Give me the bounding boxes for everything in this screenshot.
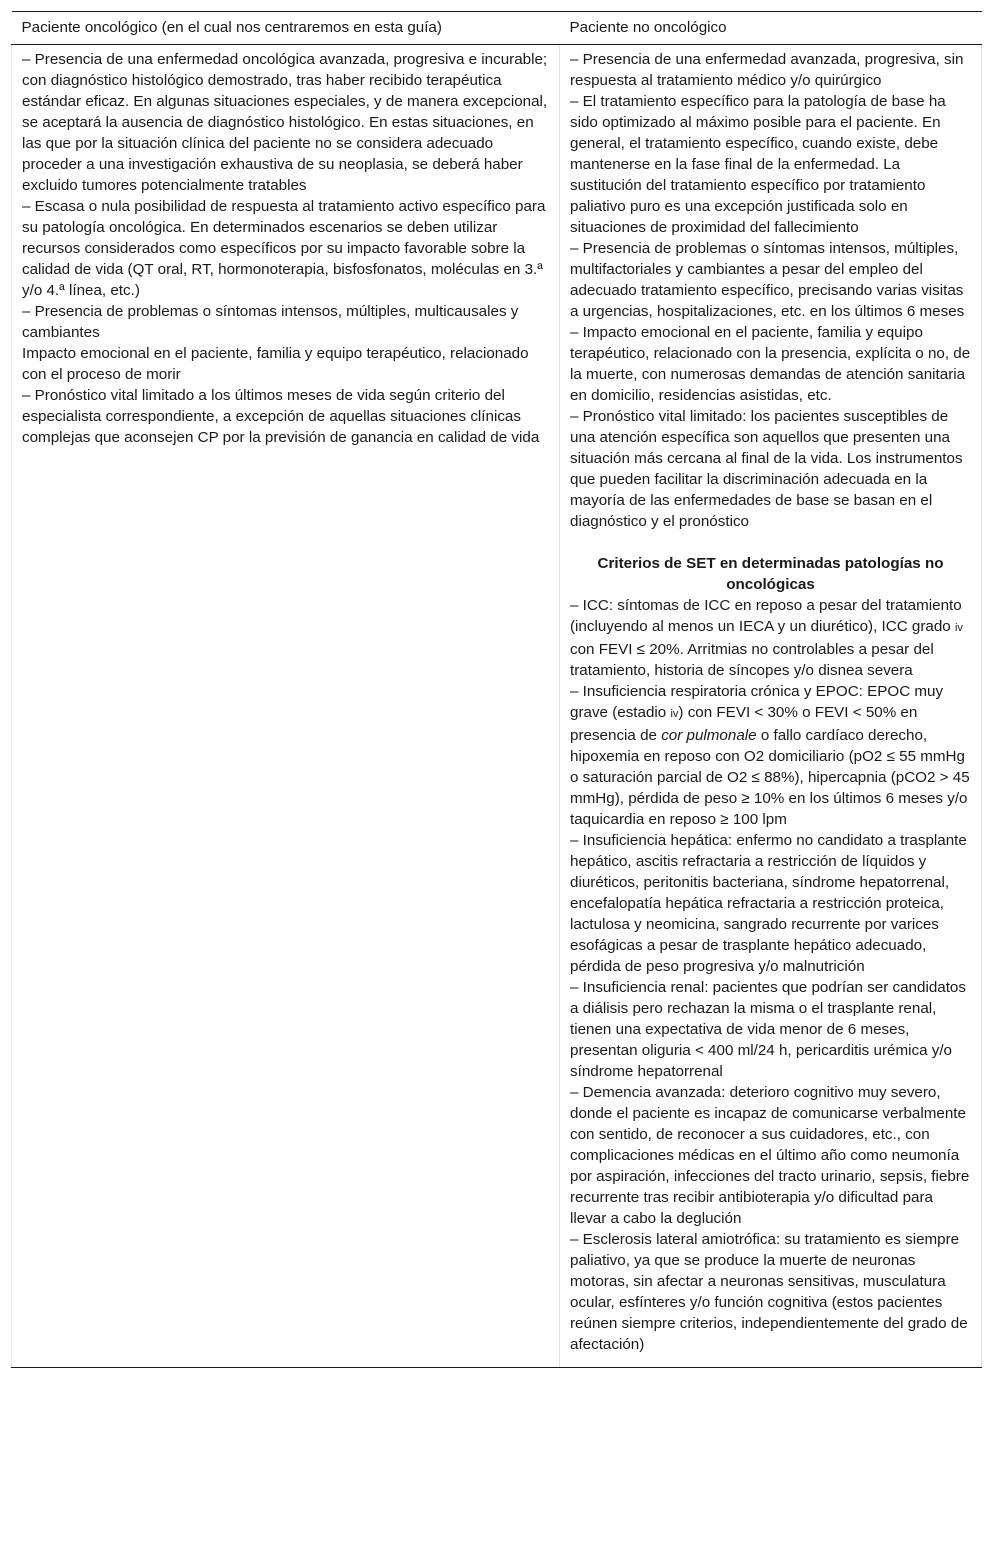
spacer	[570, 532, 971, 553]
no-oncologico-item: – Pronóstico vital limitado: los pacientes susceptibles de una atención específica son aquellos que presenten una situación más cercana al final de la vida. Los instrumentos que pueden facilitar la discriminación adecuada en la mayoría de las enfermedades de base se basan en el diagnóstico y el pronóstico	[570, 408, 963, 530]
epoc-item: – Insuficiencia respiratoria crónica y EPOC: EPOC muy grave (estadio iv) con FEVI < 30% o FEVI < 50% en presencia de cor pulmonale o fallo cardíaco derecho, hipoxemia en reposo con O2 domiciliario (pO2 ≤ 55 mmHg o saturación parcial de O2 ≤ 88%), hipercapnia (pCO2 > 45 mmHg), pérdida de peso ≥ 10% en los últimos 6 meses y/o taquicardia en reposo ≥ 100 lpm	[570, 683, 970, 828]
grado-numeral: iv	[954, 622, 963, 634]
oncologico-item: – Pronóstico vital limitado a los últimos meses de vida según criterio del especialista correspondiente, a excepción de aquellas situaciones clínicas complejas que aconsejen CP por la previsión de ganancia en calidad de vida	[22, 387, 540, 446]
criteria-table	[11, 11, 982, 1368]
demencia-item: – Demencia avanzada: deterioro cognitivo muy severo, donde el paciente es incapaz de comunicarse verbalmente con sentido, de reconocer a sus cuidadores, etc., con complicaciones médicas en el último año como neumonía por aspiración, infecciones del tracto urinario, sepsis, fiebre recurrente tras recibir antibioterapia y/o dificultad para llevar a cabo la deglución	[570, 1084, 970, 1227]
table-header-row	[12, 12, 982, 45]
oncologico-item: – Escasa o nula posibilidad de respuesta al tratamiento activo específico para su patología oncológica. En determinados escenarios se deben utilizar recursos considerados como específicos por su impacto favorable sobre la calidad de vida (QT oral, RT, hormonoterapia, bisfosfonatos, moléculas en 3.ª y/o 4.ª línea, etc.)	[22, 198, 546, 299]
header-oncologico: Paciente oncológico (en el cual nos centraremos en esta guía)	[12, 12, 560, 45]
oncologico-item: – Presencia de una enfermedad oncológica avanzada, progresiva e incurable; con diagnóstico histológico demostrado, tras haber recibido terapéutica estándar eficaz. En algunas situaciones especiales, y de manera excepcional, se aceptará la ausencia de diagnóstico histológico. En estas situaciones, en las que por la situación clínica del paciente no se considera adecuado proceder a una investigación exhaustiva de su neoplasia, se deberá haber excluido tumores potencialmente tratables	[22, 51, 548, 194]
cell-no-oncologico	[560, 45, 982, 1368]
criterios-heading: Criterios de SET en determinadas patologías no oncológicas	[597, 555, 944, 593]
renal-item: – Insuficiencia renal: pacientes que podrían ser candidatos a diálisis pero rechazan la misma o el trasplante renal, tienen una expectativa de vida menor de 6 meses, presentan oliguria < 400 ml/24 h, pericarditis urémica y/o síndrome hepatorrenal	[570, 979, 966, 1080]
cell-oncologico	[12, 45, 560, 1368]
icc-item: – ICC: síntomas de ICC en reposo a pesar del tratamiento (incluyendo al menos un IECA y un diurético), ICC grado iv con FEVI ≤ 20%. Arritmias no controlables a pesar del tratamiento, historia de síncopes y/o disnea severa	[570, 597, 963, 679]
no-oncologico-item: – Impacto emocional en el paciente, familia y equipo terapéutico, relacionado con la presencia, explícita o no, de la muerte, con numerosas demandas de atención sanitaria en domicilio, residencias asistidas, etc.	[570, 324, 971, 404]
no-oncologico-item: – El tratamiento específico para la patología de base ha sido optimizado al máximo posible para el paciente. En general, el tratamiento específico, cuando existe, debe mantenerse en la fase final de la enfermedad. La sustitución del tratamiento específico por tratamiento paliativo puro es una excepción justificada solo en situaciones de proximidad del fallecimiento	[570, 93, 946, 236]
cor-pulmonale-term: cor pulmonale	[661, 727, 757, 744]
hepatica-item: – Insuficiencia hepática: enfermo no candidato a trasplante hepático, ascitis refractaria a restricción de líquidos y diuréticos, peritonitis bacteriana, síndrome hepatorrenal, encefalopatía hepática refractaria a restricción proteica, lactulosa y neomicina, sangrado recurrente por varices esofágicas a pesar de trasplante hepático adecuado, pérdida de peso progresiva y/o malnutrición	[570, 832, 967, 975]
table-row	[12, 45, 982, 1368]
no-oncologico-item: – Presencia de problemas o síntomas intensos, múltiples, multifactoriales y cambiantes a pesar del empleo del adecuado tratamiento específico, precisando varias visitas a urgencias, hospitalizaciones, etc. en los últimos 6 meses	[570, 240, 965, 320]
no-oncologico-item: – Presencia de una enfermedad avanzada, progresiva, sin respuesta al tratamiento médico y/o quirúrgico	[570, 51, 964, 89]
oncologico-item: – Presencia de problemas o síntomas intensos, múltiples, multicausales y cambiantes	[22, 303, 519, 341]
header-no-oncologico: Paciente no oncológico	[560, 12, 982, 45]
oncologico-item: Impacto emocional en el paciente, familia y equipo terapéutico, relacionado con el proceso de morir	[22, 345, 529, 383]
ela-item: – Esclerosis lateral amiotrófica: su tratamiento es siempre paliativo, ya que se produce la muerte de neuronas motoras, sin afectar a neuronas sensitivas, musculatura ocular, esfínteres y/o función cognitiva (estos pacientes reúnen siempre criterios, independientemente del grado de afectación)	[570, 1231, 968, 1353]
estadio-numeral: iv	[670, 708, 679, 720]
